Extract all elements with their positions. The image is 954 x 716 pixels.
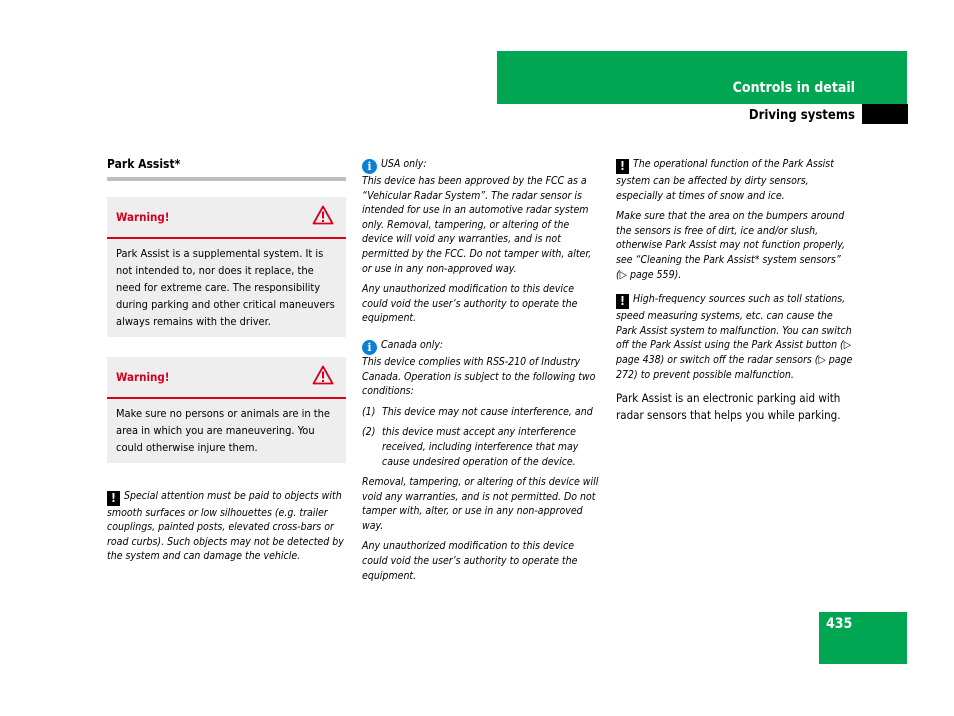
column-1 — [107, 157, 346, 570]
high-frequency-note — [616, 292, 854, 382]
warning-box-1 — [107, 197, 346, 337]
usa-label: USA only: — [381, 158, 427, 170]
usa-text-2: Any unauthorized modification to this device could void the user’s authority to operate the equipment. — [362, 283, 578, 325]
warning-header — [107, 357, 346, 399]
page-number: 435 — [826, 616, 853, 632]
park-assist-heading: Park Assist* — [107, 157, 346, 181]
header-band — [497, 51, 907, 104]
info-icon: i — [362, 159, 377, 174]
sensor-dirt-text: The operational function of the Park Assist system can be affected by dirty sensors, especially at times of snow and ice. — [616, 158, 834, 202]
list-number: (2) — [362, 426, 376, 439]
exclamation-icon: ! — [107, 491, 120, 506]
list-item — [362, 405, 602, 420]
warning-box-2 — [107, 357, 346, 463]
warning-header — [107, 197, 346, 239]
list-text: this device must accept any interference received, including interference that may cause undesired operation of the device. — [382, 426, 579, 468]
warning-text: Park Assist is a supplemental system. It is not intended to, nor does it replace, the need for extreme care. The responsibility during parking and other critical maneuvers always remains with the driver. — [116, 246, 335, 328]
section-title: Driving systems — [748, 108, 855, 123]
warning-text: Make sure no persons or animals are in the area in which you are maneuvering. You could otherwise injure them. — [116, 406, 330, 454]
canada-text-3: Any unauthorized modification to this device could void the user’s authority to operate the equipment. — [362, 540, 578, 582]
canada-note — [362, 338, 602, 583]
info-icon: i — [362, 340, 377, 355]
exclamation-icon: ! — [616, 294, 629, 309]
park-assist-description: Park Assist is an electronic parking aid with radar sensors that helps you while parking. — [616, 391, 841, 422]
column-3 — [616, 157, 854, 423]
warning-label: Warning! — [116, 209, 170, 224]
canada-text-2: Removal, tampering, or altering of this device will void any warranties, and is not permitted. Do not tamper with, alter, or use in any non-approved way. — [362, 476, 599, 532]
list-number: (1) — [362, 405, 376, 418]
usa-text: This device has been approved by the FCC as a “Vehicular Radar System”. The radar sensor is intended for use in an automotive radar system only. Removal, tampering, or altering of the device will void any warranties, and is not permitted by the FCC. Do not tamper with, alter, or use in any non-approved way. — [362, 175, 592, 275]
chapter-title: Controls in detail — [732, 80, 855, 96]
list-item — [362, 425, 602, 469]
warning-triangle-icon — [312, 365, 334, 390]
warning-triangle-icon — [312, 205, 334, 230]
high-frequency-text: High-frequency sources such as toll stations, speed measuring systems, etc. can cause the Park Assist system to malfunction. You can switch off the Park Assist using the Park Assist button (▷ page 438) or switch off the radar sensors (▷ page 272) to prevent possible malfunction. — [616, 293, 853, 381]
caution-note — [107, 489, 346, 564]
bumper-clean-text: Make sure that the area on the bumpers around the sensors is free of dirt, ice and/or slush, otherwise Park Assist may not function properly, see “Cleaning the Park Assist* system sensors” (▷ page 559). — [616, 210, 846, 281]
list-text: This device may not cause interference, and — [382, 405, 593, 418]
sensor-dirt-note — [616, 157, 854, 282]
exclamation-icon: ! — [616, 159, 629, 174]
usa-note — [362, 157, 602, 326]
warning-label: Warning! — [116, 369, 170, 384]
canada-label: Canada only: — [381, 338, 444, 351]
column-2 — [362, 157, 602, 589]
caution-note-text: Special attention must be paid to objects with smooth surfaces or low silhouettes (e.g. trailer couplings, painted posts, elevated cross-bars or road curbs). Such objects may not be detected by the system and can damage the vehicle. — [107, 489, 344, 563]
canada-text: This device complies with RSS-210 of Industry Canada. Operation is subject to the following two conditions: — [362, 355, 596, 398]
section-tab-marker — [862, 104, 908, 124]
